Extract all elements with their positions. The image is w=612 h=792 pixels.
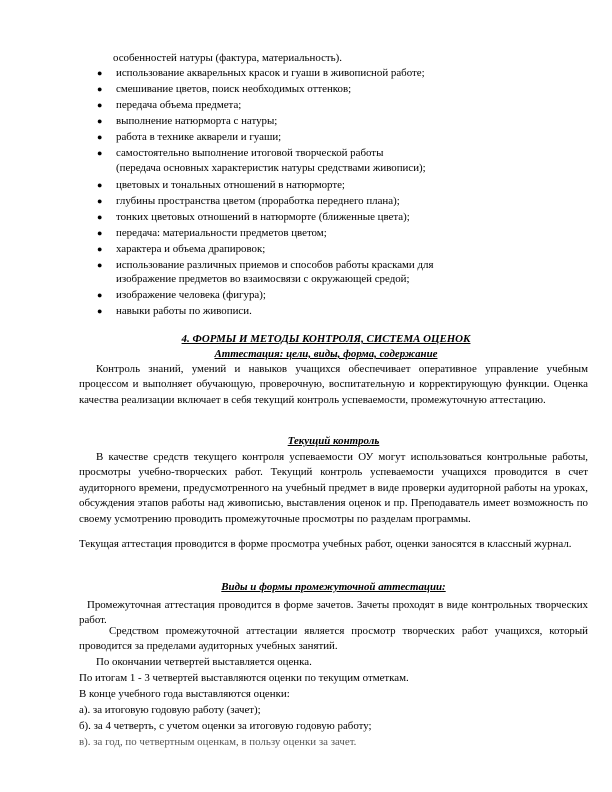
list-item: использование различных приемов и способов работы красками для [116,259,434,271]
current-control-note: Текущая аттестация проводится в форме просмотра учебных работ, оценки заносятся в классный журнал. [79,538,572,550]
bullet-icon: ● [97,132,103,142]
list-item: навыки работы по живописи. [116,305,252,317]
bullet-icon: ● [97,148,103,158]
list-item-continuation: (передача основных характеристик натуры средствами живописи); [116,162,426,174]
section-title: 4. ФОРМЫ И МЕТОДЫ КОНТРОЛЯ, СИСТЕМА ОЦЕНОК [181,333,471,345]
list-item: в). за год, по четвертным оценкам, в пользу оценки за зачет. [79,736,357,748]
list-item: глубины пространства цветом (проработка переднего плана); [116,195,400,207]
bullet-icon: ● [97,180,103,190]
list-item: передача объема предмета; [116,99,242,111]
bullet-icon: ● [97,228,103,238]
list-item: работа в технике акварели и гуаши; [116,131,282,143]
list-item: а). за итоговую годовую работу (зачет); [79,704,261,716]
intermediate-heading: Виды и формы промежуточной аттестации: [221,581,446,593]
intermediate-paragraph-3: По окончании четвертей выставляется оценка. [96,656,312,668]
bullet-icon: ● [97,244,103,254]
current-control-paragraph: В качестве средств текущего контроля успеваемости ОУ могут использоваться контрольные работы, просмотры учебно-творческих работ. Текущий контроль успеваемости учащихся проводится в счет аудиторного времени, предусмотренного на учебный предмет в виде проверки аудиторной работы на уроках, обсуждения этапов работы над живописью, выставления оценок и пр. Преподаватель имеет возможность по своему усмотрению проводить промежуточные просмотры по разделам программы. [79,451,588,525]
list-item: характера и объема драпировок; [116,243,266,255]
list-item: выполнение натюрморта с натуры; [116,115,278,127]
list-item: смешивание цветов, поиск необходимых оттенков; [116,83,352,95]
bullet-icon: ● [97,290,103,300]
bullet-icon: ● [97,116,103,126]
list-item: самостоятельно выполнение итоговой творческой работы [116,147,384,159]
intermediate-paragraph-1: Промежуточная аттестация проводится в форме зачетов. Зачеты проходят в виде контрольных творческих работ. [79,599,588,627]
intermediate-paragraph-5: В конце учебного года выставляются оценки: [79,688,290,700]
list-item-continuation: изображение предметов во взаимосвязи с окружающей средой; [116,273,410,285]
bullet-icon: ● [97,196,103,206]
bullet-icon: ● [97,212,103,222]
bullet-icon: ● [97,306,103,316]
list-item: цветовых и тональных отношений в натюрморте; [116,179,345,191]
bullet-icon: ● [97,260,103,270]
list-item: б). за 4 четверть, с учетом оценки за итоговую годовую работу; [79,720,372,732]
bullet-icon: ● [97,68,103,78]
bullets-continuation: особенностей натуры (фактура, материальность). [113,52,342,64]
current-control-heading: Текущий контроль [287,435,380,447]
intermediate-paragraph-4: По итогам 1 - 3 четвертей выставляются оценки по текущим отметкам. [79,672,409,684]
list-item: изображение человека (фигура); [116,289,266,301]
intermediate-paragraph-2: Средством промежуточной аттестации является просмотр творческих работ учащихся, который проводится за пределами аудиторных учебных занятий. [79,625,588,653]
bullet-icon: ● [97,84,103,94]
list-item: использование акварельных красок и гуаши в живописной работе; [116,67,425,79]
list-item: передача: материальности предметов цветом; [116,227,327,239]
bullet-icon: ● [97,100,103,110]
section-subtitle: Аттестация: цели, виды, форма, содержание [214,348,438,360]
intro-paragraph: Контроль знаний, умений и навыков учащихся обеспечивает оперативное управление учебным процессом и выполняет обучающую, проверочную, воспитательную и корректирующую функции. Оценка качества реализации включает в себя текущий контроль успеваемости, промежуточную аттестацию. [79,363,588,406]
list-item: тонких цветовых отношений в натюрморте (ближенные цвета); [116,211,410,223]
